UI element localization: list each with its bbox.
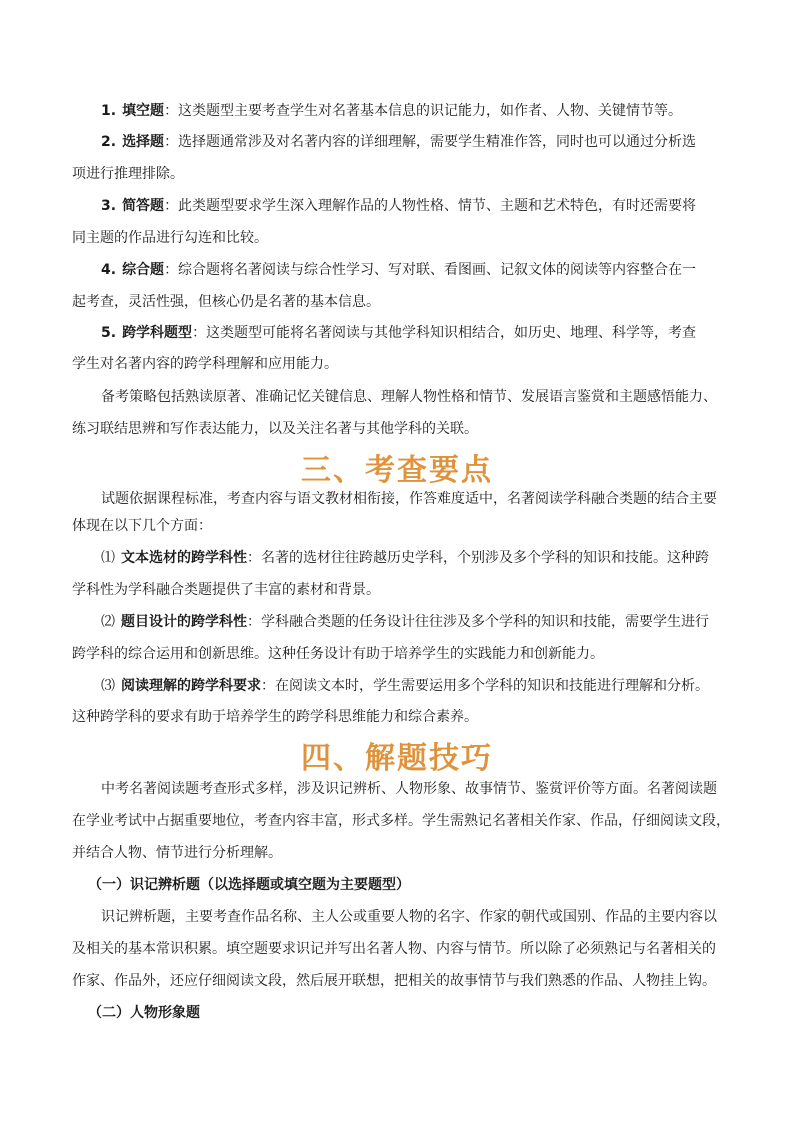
section-4-intro-1: 中考名著阅读题考查形式多样，涉及识记辨析、人物形象、故事情节、鉴赏评价等方面。名著阅读题 [101,781,717,797]
subsection-2-title: （二）人物形象题 [88,1005,200,1021]
point-item-2: ⑵ 题目设计的跨学科性：学科融合类题的任务设计往往涉及多个学科的知识和技能，需要学生进行 [101,614,709,630]
section-4-title: 四、解题技巧 [301,741,493,776]
subsection-1-title: （一）识记辨析题（以选择题或填空题为主要题型） [88,877,410,893]
type-item-4: 4. 综合题：综合题将名著阅读与综合性学习、写对联、看图画、记叙文体的阅读等内容整合在一 [101,262,697,278]
point-item-3-cont: 这种跨学科的要求有助于培养学生的跨学科思维能力和综合素养。 [72,709,478,725]
strategy-line-1: 备考策略包括熟读原著、准确记忆关键信息、理解人物性格和情节、发展语言鉴赏和主题感悟能力、 [101,389,717,405]
type-item-5: 5. 跨学科题型：这类题型可能将名著阅读与其他学科知识相结合，如历史、地理、科学等，考查 [101,325,697,341]
section-3-title: 三、考查要点 [301,453,493,488]
type-item-2-cont: 项进行推理排除。 [72,166,184,182]
type-item-3-cont: 同主题的作品进行勾连和比较。 [72,230,268,246]
point-item-1-cont: 学科性为学科融合类题提供了丰富的素材和背景。 [72,582,380,598]
type-item-3: 3. 简答题：此类题型要求学生深入理解作品的人物性格、情节、主题和艺术特色，有时还需要将 [101,198,697,214]
section-3-intro-1: 试题依据课程标准，考查内容与语文教材相衔接，作答难度适中，名著阅读学科融合类题的结合主要 [101,491,717,507]
subsection-1-text-1: 识记辨析题，主要考查作品名称、主人公或重要人物的名字、作家的朝代或国别、作品的主要内容以 [101,909,717,925]
subsection-1-text-2: 及相关的基本常识积累。填空题要求识记并写出名著人物、内容与情节。所以除了必须熟记与名著相关的 [72,941,716,957]
point-item-2-cont: 跨学科的综合运用和创新思维。这种任务设计有助于培养学生的实践能力和创新能力。 [72,646,604,662]
point-item-3: ⑶ 阅读理解的跨学科要求：在阅读文本时，学生需要运用多个学科的知识和技能进行理解和分析。 [101,678,709,694]
point-item-1: ⑴ 文本选材的跨学科性：名著的选材往往跨越历史学科，个别涉及多个学科的知识和技能。这种跨 [101,550,709,566]
section-3-intro-2: 体现在以下几个方面： [72,518,212,534]
section-4-intro-2: 在学业考试中占据重要地位，考查内容丰富，形式多样。学生需熟记名著相关作家、作品，仔细阅读文段， [72,813,730,829]
type-item-5-cont: 学生对名著内容的跨学科理解和应用能力。 [72,356,338,372]
section-4-intro-3: 并结合人物、情节进行分析理解。 [72,845,282,861]
type-item-2: 2. 选择题：选择题通常涉及对名著内容的详细理解，需要学生精准作答，同时也可以通过分析选 [101,134,697,150]
strategy-line-2: 练习联结思辨和写作表达能力，以及关注名著与其他学科的关联。 [72,421,478,437]
type-item-1: 1. 填空题：这类题型主要考查学生对名著基本信息的识记能力，如作者、人物、关键情节等。 [101,103,683,119]
type-item-4-cont: 起考查，灵活性强，但核心仍是名著的基本信息。 [72,294,380,310]
subsection-1-text-3: 作家、作品外，还应仔细阅读文段，然后展开联想，把相关的故事情节与我们熟悉的作品、人物挂上钩。 [72,973,716,989]
